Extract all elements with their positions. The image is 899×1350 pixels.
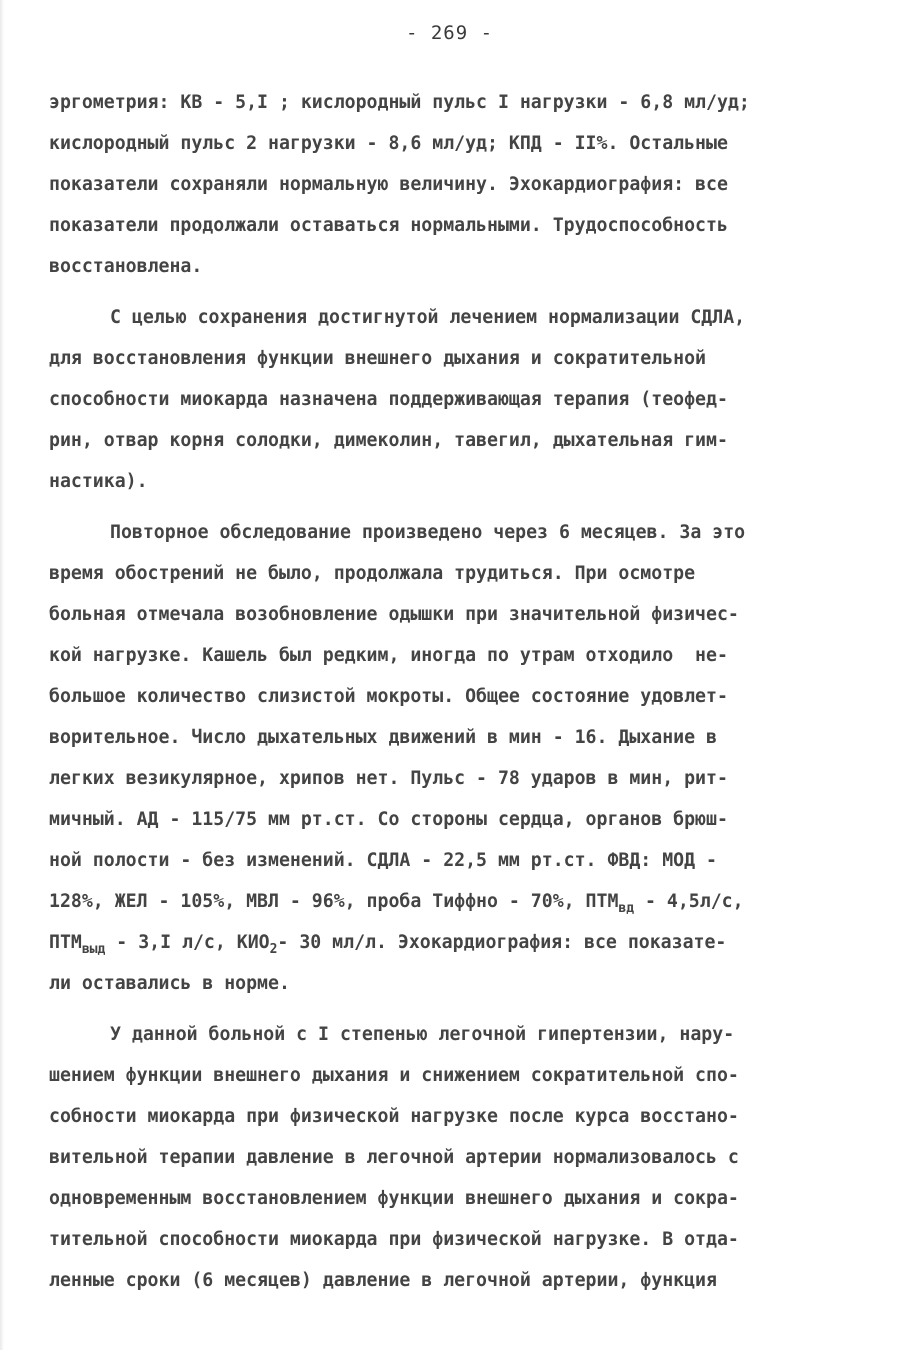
subscript: 2: [269, 942, 278, 957]
paragraph-2: [49, 297, 849, 502]
text-line: ной полости - без изменений. СДЛА - 22,5 мм рт.ст. ФВД: МОД -: [49, 850, 717, 871]
text-line: для восстановления функции внешнего дыхания и сократительной: [49, 348, 706, 369]
text-line: вительной терапии давление в легочной артерии нормализовалось с: [49, 1147, 739, 1168]
text-line: Повторное обследование произведено через 6 месяцев. За это: [110, 522, 746, 543]
text-line: показатели продолжали оставаться нормальными. Трудоспособность: [49, 215, 728, 236]
text-line: ли оставались в норме.: [49, 973, 290, 994]
text-line: кой нагрузке. Кашель был редким, иногда по утрам отходило не-: [49, 645, 728, 666]
text-fragment: - 30 мл/л. Эхокардиография: все показате-: [277, 932, 727, 953]
text-fragment: ПТМ: [49, 932, 82, 953]
text-line: больная отмечала возобновление одышки при значительной физичес-: [49, 604, 739, 625]
text-line: одновременным восстановлением функции внешнего дыхания и сокра-: [49, 1188, 739, 1209]
page-number: - 269 -: [405, 22, 494, 44]
paragraph-1: [49, 82, 849, 287]
text-fragment: 128%, ЖЕЛ - 105%, МВЛ - 96%, проба Тиффно - 70%, ПТМ: [49, 891, 619, 912]
text-fragment: - 4,5л/с,: [634, 891, 744, 912]
text-line: ленные сроки (6 месяцев) давление в легочной артерии, функция: [49, 1270, 717, 1291]
text-line: способности миокарда назначена поддерживающая терапия (теофед-: [49, 389, 728, 410]
text-line: тительной способности миокарда при физической нагрузке. В отда-: [49, 1229, 739, 1250]
text-line: показатели сохраняли нормальную величину. Эхокардиография: все: [49, 174, 728, 195]
text-line: рин, отвар корня солодки, димеколин, тавегил, дыхательная гим-: [49, 430, 728, 451]
text-line: легких везикулярное, хрипов нет. Пульс - 78 ударов в мин, рит-: [49, 768, 728, 789]
text-line: кислородный пульс 2 нагрузки - 8,6 мл/уд; КПД - II%. Остальные: [49, 133, 728, 154]
text-line: время обострений не было, продолжала трудиться. При осмотре: [49, 563, 696, 584]
scan-edge-shadow: [0, 0, 4, 1350]
text-line: эргометрия: КВ - 5,I ; кислородный пульс I нагрузки - 6,8 мл/уд;: [49, 92, 750, 113]
paragraph-4: [49, 1014, 849, 1301]
text-line: ворительное. Число дыхательных движений в мин - 16. Дыхание в: [49, 727, 717, 748]
text-line: шением функции внешнего дыхания и снижением сократительной спо-: [49, 1065, 739, 1086]
text-line-with-subscript: [49, 881, 849, 922]
text-line: С целью сохранения достигнутой лечением нормализации СДЛА,: [110, 307, 746, 328]
text-fragment: - 3,I л/с, КИО: [105, 932, 270, 953]
text-line: мичный. АД - 115/75 мм рт.ст. Со стороны сердца, органов брюш-: [49, 809, 728, 830]
text-line: настика).: [49, 471, 148, 492]
text-line: большое количество слизистой мокроты. Общее состояние удовлет-: [49, 686, 728, 707]
text-line: восстановлена.: [49, 256, 203, 277]
body-text: [49, 82, 849, 1301]
text-line-with-subscript: [49, 922, 849, 963]
text-line: У данной больной с I степенью легочной гипертензии, нару-: [110, 1024, 735, 1045]
subscript: выд: [81, 942, 106, 957]
paragraph-3: [49, 512, 849, 1004]
text-line: собности миокарда при физической нагрузке после курса восстано-: [49, 1106, 739, 1127]
subscript: вд: [618, 901, 635, 916]
